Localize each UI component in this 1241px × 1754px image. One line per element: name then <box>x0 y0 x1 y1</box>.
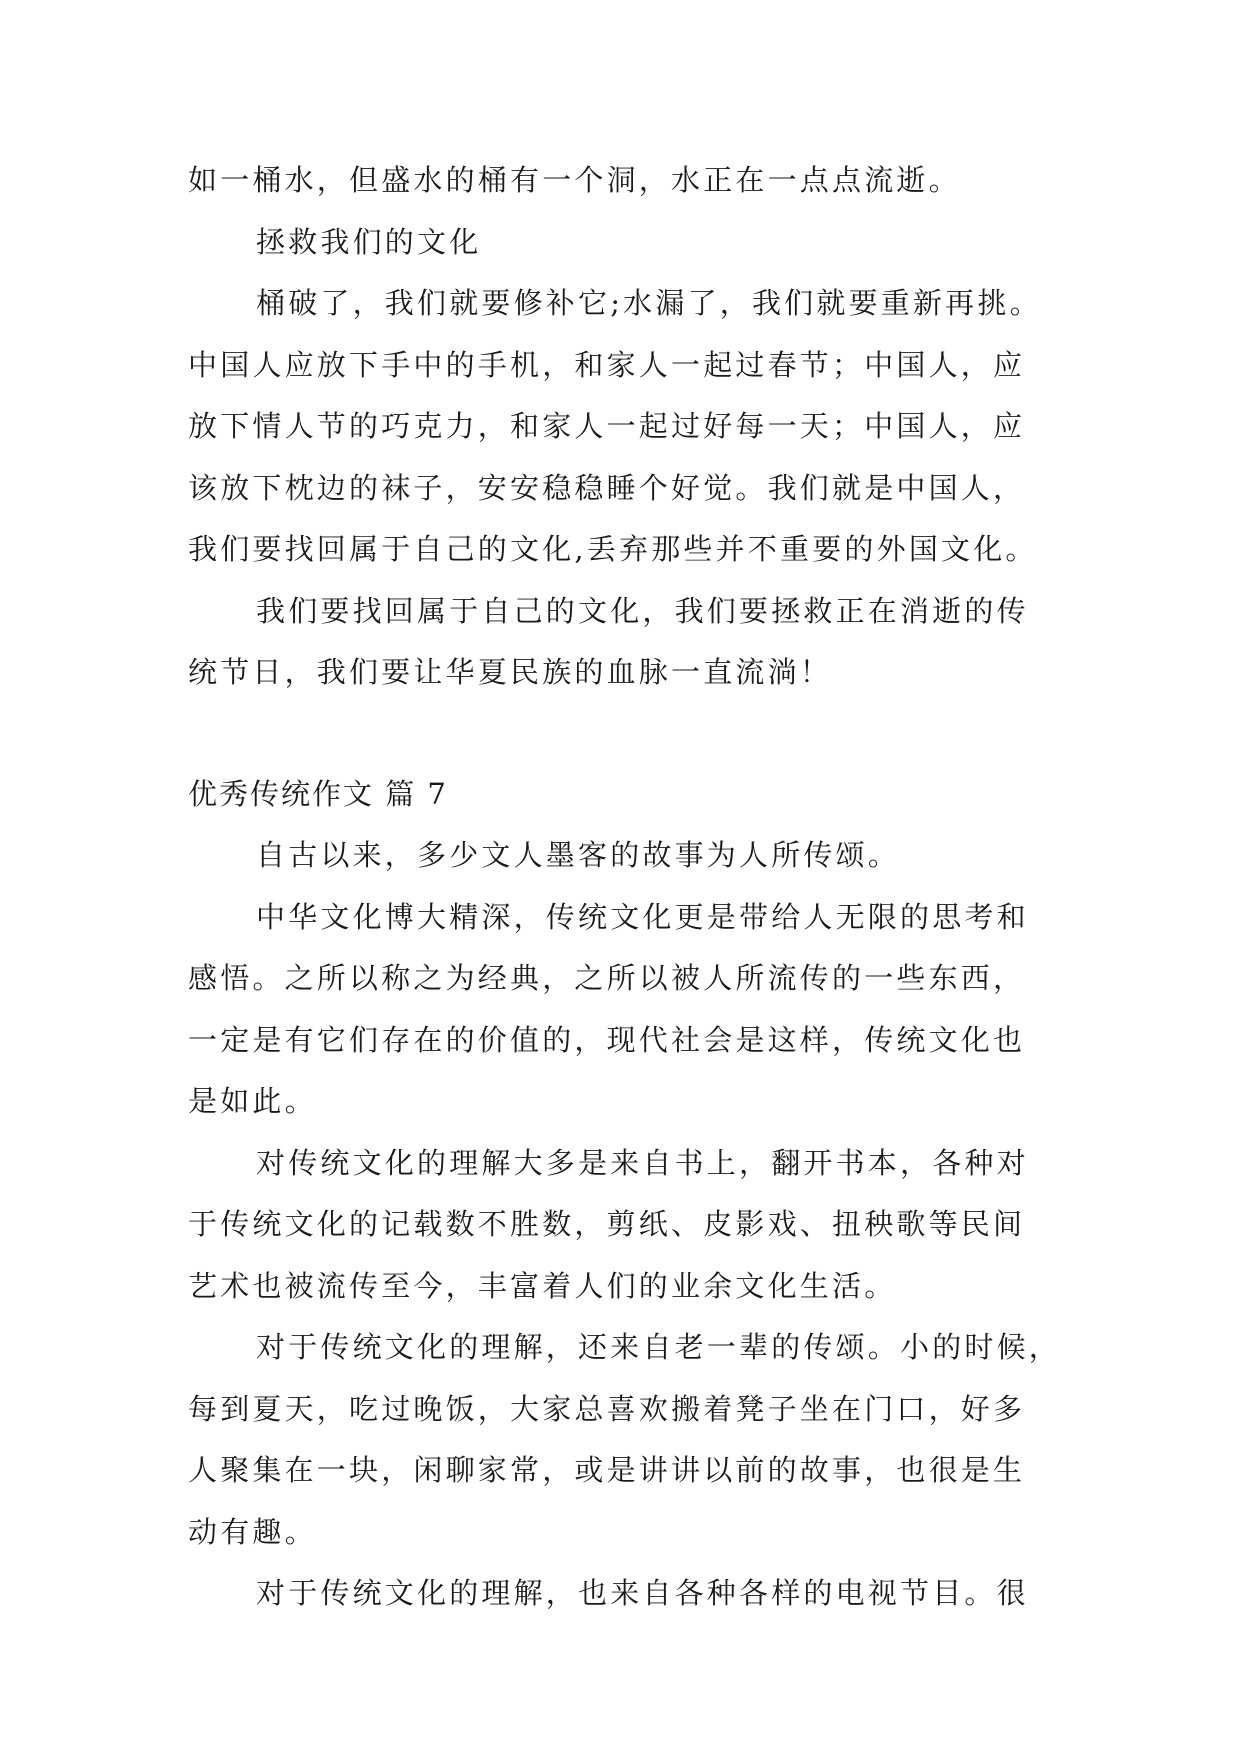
paragraph-line: 统节日，我们要让华夏民族的血脉一直流淌！ <box>188 655 833 689</box>
paragraph-line: 对传统文化的理解大多是来自书上，翻开书本，各种对 <box>256 1145 1029 1180</box>
paragraph-line: 于传统文化的记载数不胜数，剪纸、皮影戏、扭秧歌等民间 <box>188 1207 1026 1241</box>
paragraph-line: 对于传统文化的理解，也来自各种各样的电视节目。很 <box>256 1576 1029 1610</box>
section-subtitle: 拯救我们的文化 <box>256 224 482 259</box>
paragraph-line: 桶破了，我们就要修补它;水漏了，我们就要重新再挑。 <box>256 286 1042 320</box>
paragraph-line: 我们要找回属于自己的文化，我们要拯救正在消逝的传 <box>256 593 1029 628</box>
paragraph-line: 该放下枕边的袜子，安安稳稳睡个好觉。我们就是中国人， <box>188 470 1026 505</box>
paragraph-line: 每到夏天，吃过晚饭，大家总喜欢搬着凳子坐在门口，好多 <box>188 1391 1026 1426</box>
document-body <box>188 160 1068 1635</box>
paragraph-line: 中华文化博大精深，传统文化更是带给人无限的思考和 <box>256 899 1029 934</box>
paragraph-line: 对于传统文化的理解，还来自老一辈的传颂。小的时候， <box>256 1330 1062 1364</box>
paragraph-line: 中国人应放下手中的手机，和家人一起过春节；中国人，应 <box>188 347 1026 382</box>
paragraph-line: 人聚集在一块，闲聊家常，或是讲讲以前的故事，也很是生 <box>188 1453 1026 1487</box>
section-heading: 优秀传统作文 篇 7 <box>188 776 448 811</box>
paragraph-line: 自古以来，多少文人墨客的故事为人所传颂。 <box>256 838 901 872</box>
paragraph-line: 感悟。之所以称之为经典，之所以被人所流传的一些东西， <box>188 961 1026 995</box>
section-spacer <box>188 714 1068 774</box>
paragraph-line: 如一桶水，但盛水的桶有一个洞，水正在一点点流逝。 <box>188 163 961 197</box>
paragraph-line: 动有趣。 <box>188 1514 317 1549</box>
paragraph-line: 一定是有它们存在的价值的，现代社会是这样，传统文化也 <box>188 1022 1026 1057</box>
paragraph-line: 是如此。 <box>188 1084 317 1118</box>
paragraph-line: 我们要找回属于自己的文化,丢弃那些并不重要的外国文化。 <box>188 532 1038 566</box>
paragraph-line: 艺术也被流传至今，丰富着人们的业余文化生活。 <box>188 1268 897 1303</box>
paragraph-line: 放下情人节的巧克力，和家人一起过好每一天；中国人，应 <box>188 409 1026 443</box>
